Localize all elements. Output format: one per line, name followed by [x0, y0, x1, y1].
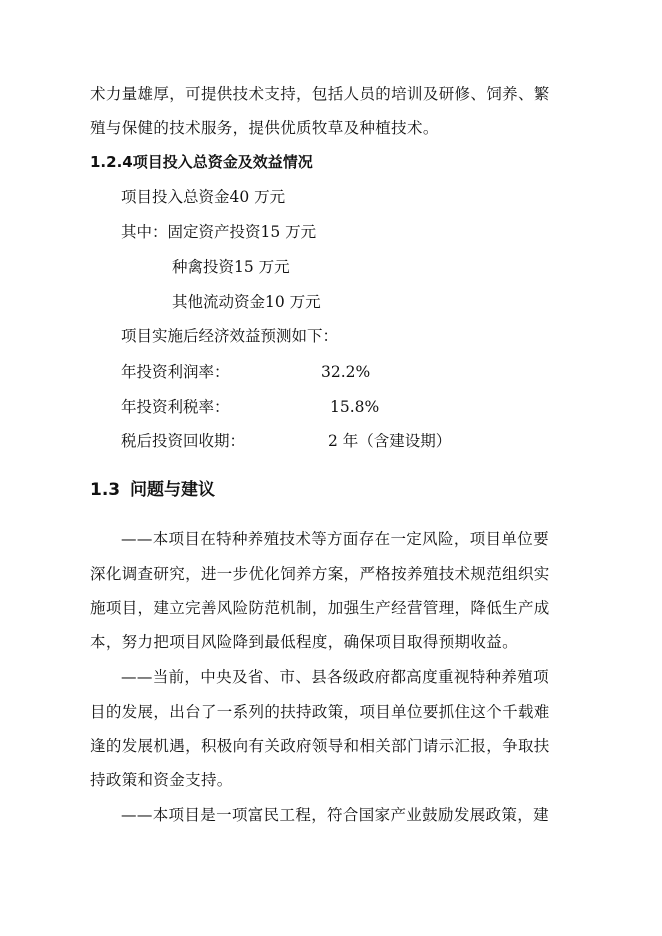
body-text-line: 殖与保健的技术服务，提供优质牧草及种植技术。 [90, 119, 439, 137]
body-text-line: 持政策和资金支持。 [90, 771, 233, 789]
section-heading-1-3 [90, 480, 215, 500]
metric-value: 2 年（含建设期） [328, 432, 452, 450]
body-text-line: 目的发展，出台了一系列的扶持政策，项目单位要抓住这个千载难 [90, 703, 550, 721]
metric-row-profit-rate [121, 362, 521, 382]
section-title: 问题与建议 [130, 480, 215, 500]
body-text-line: ——本项目是一项富民工程，符合国家产业鼓励发展政策，建 [121, 806, 549, 824]
breeding-investment-line: 种禽投资15 万元 [172, 258, 290, 276]
metric-row-payback-period [121, 431, 521, 451]
metric-label: 年投资利润率： [121, 363, 230, 381]
body-text-line: 逢的发展机遇，积极向有关政府领导和相关部门请示汇报，争取扶 [90, 737, 550, 755]
forecast-intro-line: 项目实施后经济效益预测如下： [121, 327, 339, 345]
total-investment-line: 项目投入总资金40 万元 [121, 188, 286, 206]
metric-value: 15.8% [330, 398, 380, 416]
metric-row-profit-tax-rate [121, 397, 521, 417]
body-text-line: 术力量雄厚，可提供技术支持，包括人员的培训及研修、饲养、繁 [90, 85, 550, 103]
metric-label: 税后投资回收期： [121, 432, 246, 450]
body-text-line: 深化调查研究，进一步优化饲养方案，严格按养殖技术规范组织实 [90, 565, 550, 583]
fixed-asset-line: 其中：固定资产投资15 万元 [121, 223, 317, 241]
section-heading-1-2-4: 1.2.4项目投入总资金及效益情况 [90, 153, 313, 171]
body-text-line: 本，努力把项目风险降到最低程度，确保项目取得预期收益。 [90, 633, 518, 651]
working-capital-line: 其他流动资金10 万元 [172, 293, 321, 311]
body-text-line: ——当前，中央及省、市、县各级政府都高度重视特种养殖项 [121, 668, 549, 686]
body-text-line: 施项目，建立完善风险防范机制，加强生产经营管理，降低生产成 [90, 599, 550, 617]
body-text-line: ——本项目在特种养殖技术等方面存在一定风险，项目单位要 [121, 530, 549, 548]
section-number: 1.3 [90, 480, 121, 500]
metric-label: 年投资利税率： [121, 398, 230, 416]
metric-value: 32.2% [321, 363, 371, 381]
